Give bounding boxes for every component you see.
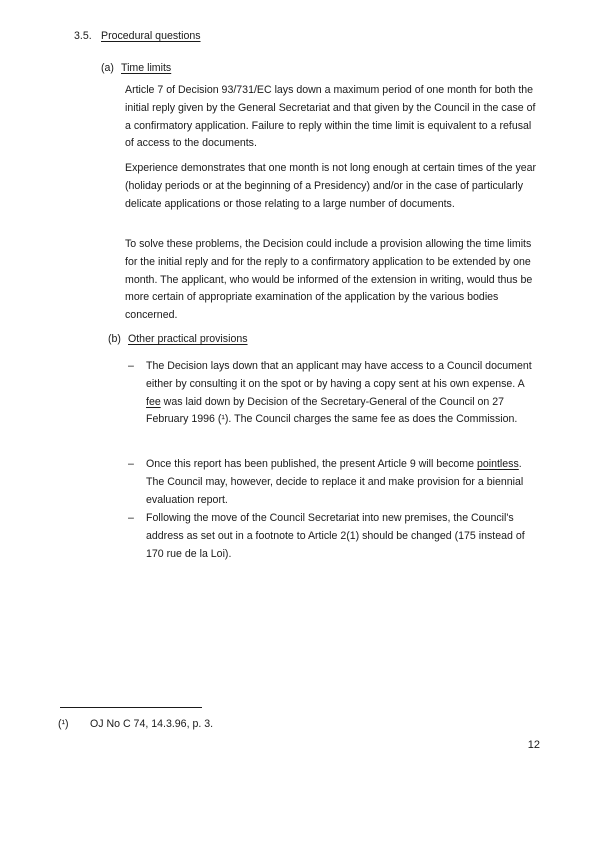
paragraph-time-limits-2: Experience demonstrates that one month is not long enough at certain times of the year (holiday periods or at the beginning of a Presidency) and/or in the case of particularly delicate applications or those relating to a large number of documents. (125, 162, 537, 210)
bullet-dash: – (128, 512, 134, 524)
bullet-text: The Decision lays down that an applicant may have access to a Council document either by consulting it on the spot or by having a copy sent at his own expense. A fee was laid down by Decision of the Secretary-General of the Council on 27 February 1996 (¹). The Council charges the same fee as does the Commission. (146, 360, 532, 426)
subsection-b-heading (108, 331, 248, 349)
subsection-b-title: Other practical provisions (128, 333, 248, 345)
bullet-text: Following the move of the Council Secretariat into new premises, the Council's address as set out in a footnote to Article 2(1) should be changed (175 instead of 170 rue de la Loi). (146, 512, 525, 560)
subsection-a-title: Time limits (121, 62, 172, 74)
footnote-text: OJ No C 74, 14.3.96, p. 3. (90, 718, 214, 730)
paragraph-time-limits-3: To solve these problems, the Decision could include a provision allowing the time limits for the initial reply and for the reply to a confirmatory application to be extended by one month. The applicant, who would be informed of the extension in writing, would thus be more certain of appropriate examination of the application by the various bodies concerned. (125, 238, 533, 322)
bullet-dash: – (128, 458, 134, 470)
emphasis-pointless: pointless (476, 458, 519, 470)
bullet-dash: – (128, 360, 134, 372)
page-number: 12 (527, 739, 540, 751)
emphasis-fee: fee (146, 395, 161, 408)
subsection-a-label: (a) (101, 62, 114, 74)
bullet-text: Once this report has been published, the present Article 9 will become pointless. The Council may, however, decide to replace it and make provision for a biennial evaluation report. (146, 458, 524, 506)
subsection-a-heading (101, 60, 171, 78)
section-number: 3.5. (74, 30, 92, 42)
subsection-b-label: (b) (108, 333, 121, 345)
section-heading (74, 28, 201, 46)
paragraph-time-limits-1: Article 7 of Decision 93/731/EC lays down a maximum period of one month for both the initial reply given by the General Secretariat and that given by the Council in the case of a confirmatory application. Failure to reply within the time limit is equivalent to a refusal of access to the documents. (125, 84, 536, 150)
footnote-marker: (¹) (58, 718, 69, 730)
footnote-separator (60, 707, 202, 708)
footnote (58, 716, 213, 734)
section-title: Procedural questions (101, 30, 201, 42)
